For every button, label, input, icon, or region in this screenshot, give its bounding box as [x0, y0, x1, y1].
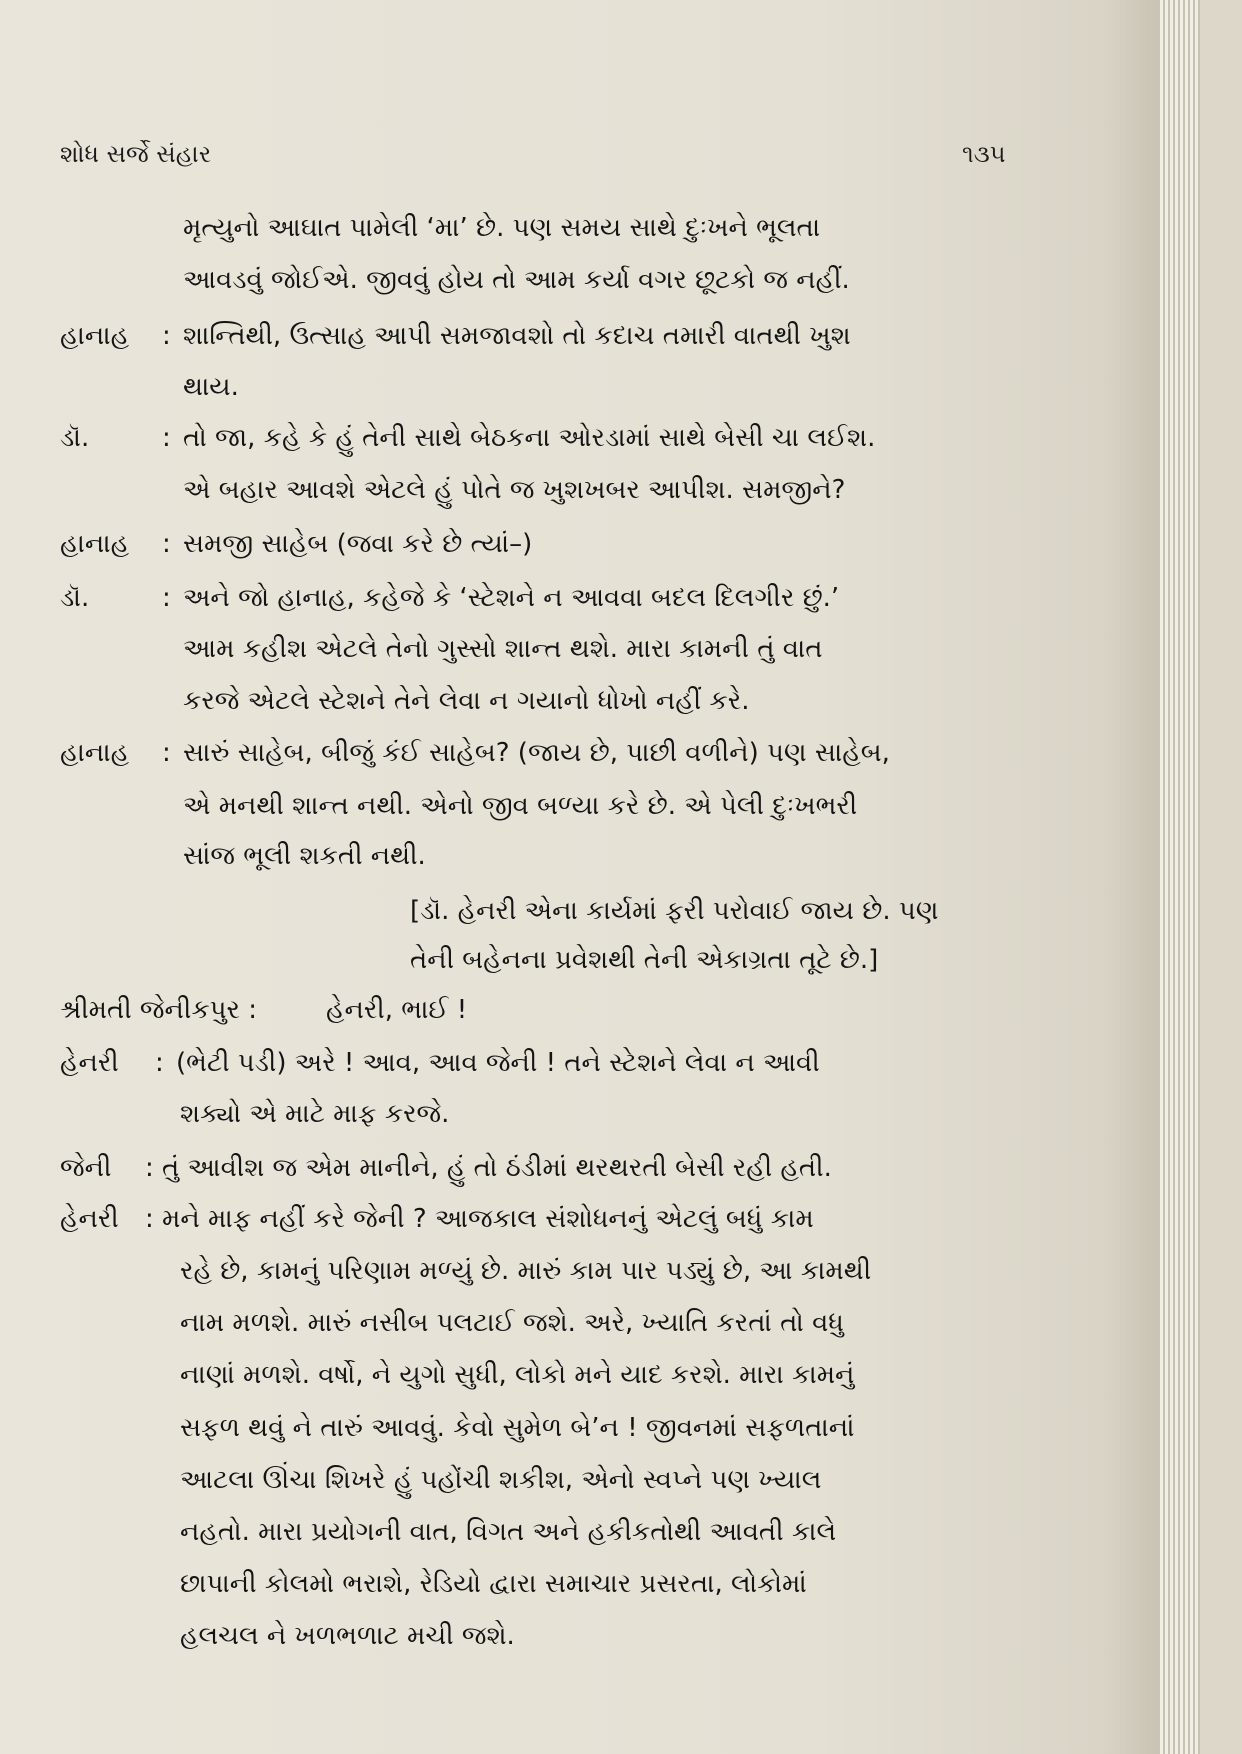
dialogue-line: સમજી સાહેબ (જવા કરે છે ત્યાં–) — [183, 529, 533, 559]
speaker-label: હાનાહ — [60, 738, 130, 768]
colon: : — [162, 529, 171, 559]
text-line: છાપાની કોલમો ભરાશે, રેડિયો દ્વારા સમાચાર પ્રસરતા, લોકોમાં — [180, 1569, 807, 1599]
text-line: સાંજ ભૂલી શકતી નથી. — [183, 841, 426, 871]
speaker-label: હાનાહ — [60, 321, 130, 351]
speaker-label: હાનાહ — [60, 529, 130, 559]
page-edges-shadow — [1200, 0, 1242, 1754]
colon: : — [155, 1048, 164, 1078]
speaker-label: હેનરી — [60, 1204, 119, 1234]
text-line: આમ કહીશ એટલે તેનો ગુસ્સો શાન્ત થશે. મારા કામની તું વાત — [183, 634, 823, 664]
speaker-label: ડૉ. — [60, 423, 90, 453]
text-line: મૃત્યુનો આઘાત પામેલી ‘મા’ છે. પણ સમય સાથે દુઃખને ભૂલતા — [183, 213, 821, 243]
text-line: એ મનથી શાન્ત નથી. એનો જીવ બળ્યા કરે છે. એ પેલી દુઃખભરી — [183, 791, 858, 821]
stage-direction: તેની બહેનના પ્રવેશથી તેની એકાગ્રતા તૂટે છે.] — [410, 945, 879, 975]
stage-direction: [ડૉ. હેનરી એના કાર્યમાં ફરી પરોવાઈ જાય છે. પણ — [410, 896, 939, 926]
colon: : — [162, 583, 171, 613]
text-line: એ બહાર આવશે એટલે હું પોતે જ ખુશખબર આપીશ. સમજીને? — [183, 475, 846, 505]
text-line: થાય. — [183, 372, 239, 402]
text-line: નાણાં મળશે. વર્ષો, ને યુગો સુધી, લોકો મને યાદ કરશે. મારા કામનું — [180, 1360, 855, 1390]
dialogue-line: (ભેટી પડી) અરે ! આવ, આવ જેની ! તને સ્ટેશને લેવા ન આવી — [176, 1048, 820, 1078]
text-line: રહે છે, કામનું પરિણામ મળ્યું છે. મારું કામ પાર પડ્યું છે, આ કામથી — [180, 1256, 872, 1286]
text-line: નહતો. મારા પ્રયોગની વાત, વિગત અને હકીકતોથી આવતી કાલે — [180, 1517, 837, 1547]
dialogue-line: શાન્તિથી, ઉત્સાહ આપી સમજાવશો તો કદાચ તમારી વાતથી ખુશ — [183, 321, 851, 351]
text-line: આવડવું જોઈએ. જીવવું હોય તો આમ કર્યા વગર છૂટકો જ નહીં. — [183, 265, 850, 295]
dialogue-line: સારું સાહેબ, બીજું કંઈ સાહેબ? (જાય છે, પાછી વળીને) પણ સાહેબ, — [183, 738, 890, 768]
text-line: સફળ થવું ને તારું આવવું. કેવો સુમેળ બે’ન ! જીવનમાં સફળતાનાં — [180, 1413, 855, 1443]
speaker-label: જેની — [60, 1153, 112, 1183]
speaker-label: શ્રીમતી જેનીકપુર : — [60, 995, 258, 1025]
dialogue-line: અને જો હાનાહ, કહેજે કે ‘સ્ટેશને ન આવવા બદલ દિલગીર છું.’ — [183, 583, 840, 613]
colon: : — [162, 423, 171, 453]
dialogue-line: તો જા, કહે કે હું તેની સાથે બેઠકના ઓરડામાં સાથે બેસી ચા લઈશ. — [183, 423, 876, 453]
colon: : — [162, 738, 171, 768]
text-line: શક્યો એ માટે માફ કરજે. — [180, 1099, 450, 1129]
colon: : — [162, 321, 171, 351]
text-line: કરજે એટલે સ્ટેશને તેને લેવા ન ગયાનો ધોખો નહીં કરે. — [183, 686, 750, 716]
dialogue-line: મને માફ નહીં કરે જેની ? આજકાલ સંશોધનનું એટલું બધું કામ — [162, 1204, 814, 1234]
running-head: શોધ સર્જે સંહાર — [60, 140, 212, 168]
text-line: આટલા ઊંચા શિખરે હું પહોંચી શકીશ, એનો સ્વપ્ને પણ ખ્યાલ — [180, 1465, 822, 1495]
colon: : — [145, 1153, 154, 1183]
text-line: હલચલ ને ખળભળાટ મચી જશે. — [180, 1621, 515, 1651]
dialogue-line: હેનરી, ભાઈ ! — [326, 995, 468, 1025]
dialogue-line: તું આવીશ જ એમ માનીને, હું તો ઠંડીમાં થરથરતી બેસી રહી હતી. — [162, 1153, 832, 1183]
text-line: નામ મળશે. મારું નસીબ પલટાઈ જશે. અરે, ખ્યાતિ કરતાં તો વધુ — [180, 1308, 844, 1338]
speaker-label: હેનરી — [60, 1048, 119, 1078]
page-edges — [1160, 0, 1200, 1754]
page-number: ૧૩૫ — [962, 140, 1006, 168]
colon: : — [145, 1204, 154, 1234]
speaker-label: ડૉ. — [60, 583, 90, 613]
